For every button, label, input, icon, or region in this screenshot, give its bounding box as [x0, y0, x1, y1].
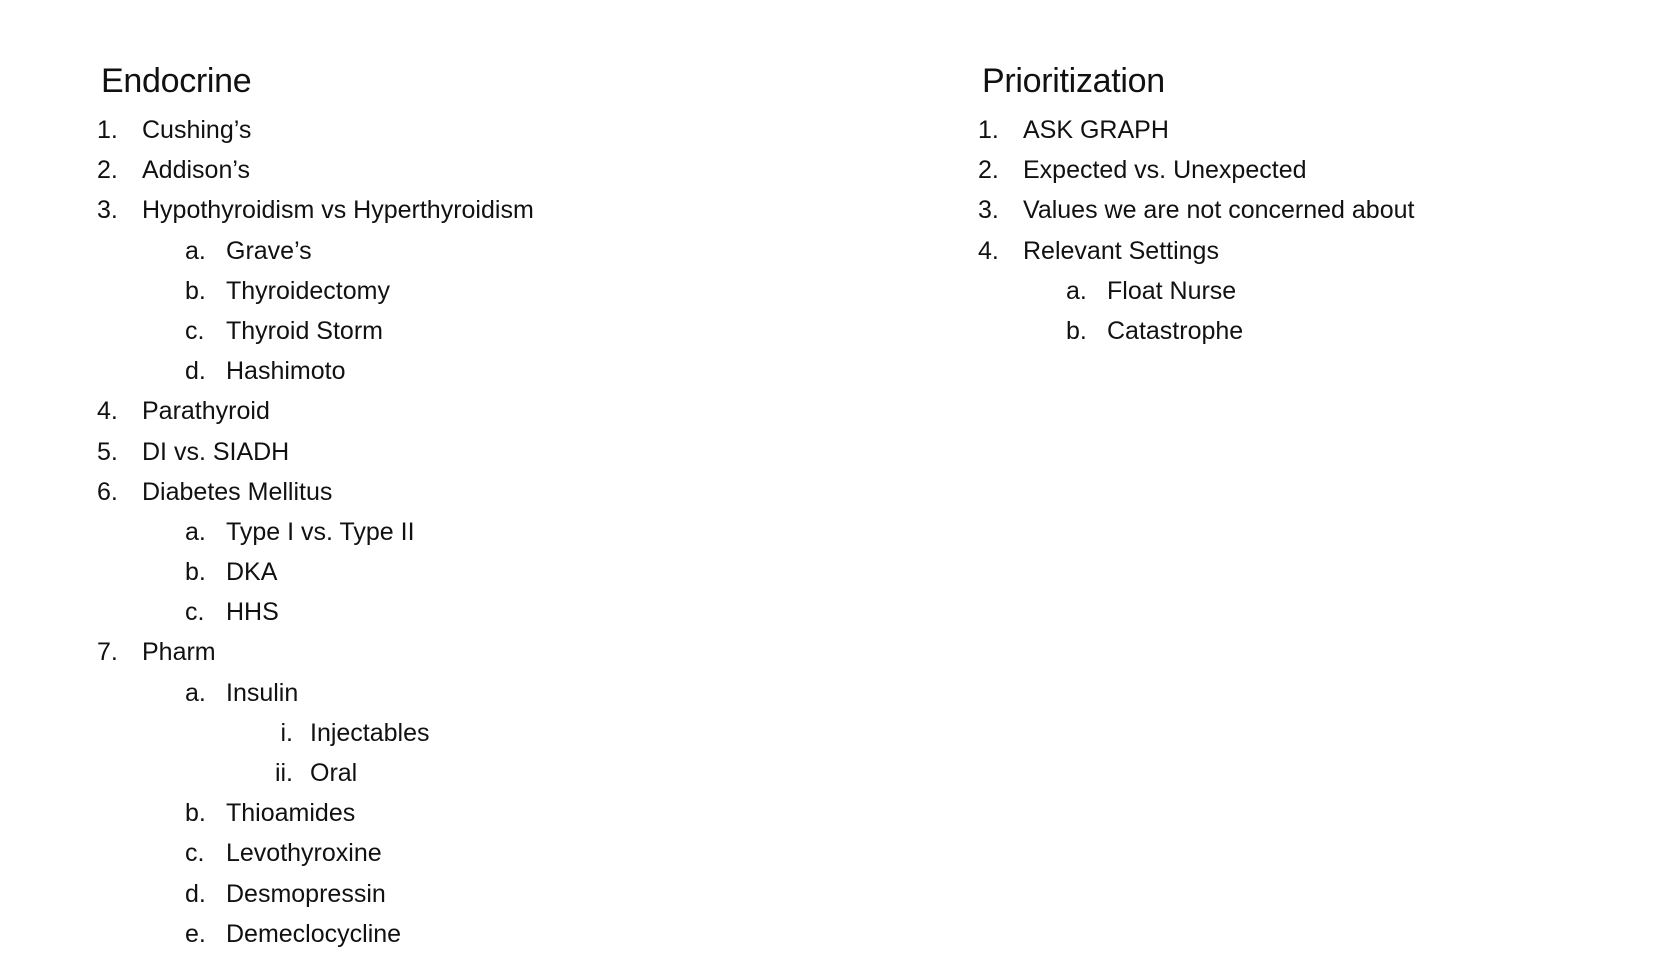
list-item-marker: c. [185, 316, 205, 345]
list-item-text: Cushing’s [142, 116, 252, 144]
list-item [978, 190, 1622, 230]
list-item-text: Hypothyroidism vs Hyperthyroidism [142, 196, 534, 225]
list-item-text: Grave’s [226, 236, 312, 265]
list-item-marker: 2. [97, 156, 118, 185]
list-item [101, 592, 861, 632]
list-item-marker: ii. [274, 759, 293, 787]
list-item-text: Levothyroxine [226, 839, 382, 868]
list-item [982, 271, 1622, 311]
list-item-marker: e. [185, 919, 206, 948]
list-item-text: Hashimoto [226, 357, 346, 386]
list-item-text: Thyroid Storm [226, 316, 383, 345]
list-item-text: DKA [226, 558, 278, 587]
list-item-text: DI vs. SIADH [142, 437, 290, 466]
endocrine-section [97, 58, 861, 954]
list-item [97, 472, 861, 512]
prioritization-section [978, 58, 1622, 351]
list-item-marker: 4. [978, 236, 999, 265]
list-item-text: Desmopressin [226, 879, 386, 908]
list-item [978, 110, 1622, 150]
list-item [97, 632, 861, 672]
list-item-text: ASK GRAPH [1023, 116, 1169, 144]
list-item [101, 713, 861, 753]
list-item-marker: d. [185, 357, 206, 386]
list-item-marker: b. [185, 276, 206, 305]
list-item-marker: 3. [978, 196, 999, 225]
list-item [978, 150, 1622, 190]
list-item-marker: a. [185, 236, 206, 265]
list-item-text: Expected vs. Unexpected [1023, 156, 1307, 185]
list-item [97, 150, 861, 190]
list-item [101, 753, 861, 793]
list-item-marker: 6. [97, 477, 118, 506]
list-item-marker: b. [1066, 316, 1087, 345]
list-item [101, 231, 861, 271]
list-item-marker: i. [280, 718, 293, 747]
list-item-text: Type I vs. Type II [226, 517, 415, 546]
list-item-marker: a. [185, 517, 206, 546]
list-item [101, 833, 861, 873]
list-item-text: Thioamides [226, 799, 356, 828]
list-item-marker: c. [185, 839, 205, 868]
list-item-marker: a. [1066, 276, 1087, 305]
list-item-marker: 1. [978, 116, 999, 144]
list-item [101, 512, 861, 552]
list-item-marker: 1. [97, 116, 118, 144]
list-item-text: Catastrophe [1107, 316, 1244, 345]
list-item [101, 673, 861, 713]
list-item [101, 351, 861, 391]
prioritization-heading: Prioritization [982, 62, 1165, 100]
list-item-marker: c. [185, 598, 205, 627]
list-item [101, 914, 861, 954]
prioritization-list [978, 110, 1622, 351]
list-item-text: Diabetes Mellitus [142, 477, 333, 506]
list-item [97, 432, 861, 472]
list-item-text: Thyroidectomy [226, 276, 390, 305]
list-item-text: Float Nurse [1107, 276, 1237, 305]
list-item-text: Relevant Settings [1023, 236, 1219, 265]
list-item [97, 391, 861, 431]
endocrine-list [97, 110, 861, 954]
list-item-text: Addison’s [142, 156, 250, 185]
list-item-marker: a. [185, 678, 206, 707]
list-item-marker: 3. [97, 196, 118, 225]
list-item [101, 793, 861, 833]
list-item-text: Oral [310, 759, 358, 787]
list-item-text: Demeclocycline [226, 919, 402, 948]
list-item-text: Values we are not concerned about [1023, 196, 1415, 225]
list-item-marker: 4. [97, 397, 118, 426]
list-item [101, 311, 861, 351]
list-item-marker: b. [185, 799, 206, 828]
list-item-marker: 7. [97, 638, 118, 667]
list-item [101, 552, 861, 592]
list-item [101, 271, 861, 311]
list-item-marker: 2. [978, 156, 999, 185]
list-item-text: Pharm [142, 638, 216, 667]
list-item [101, 874, 861, 914]
list-item [97, 190, 861, 230]
list-item-text: Parathyroid [142, 397, 270, 426]
list-item-marker: d. [185, 879, 206, 908]
list-item [978, 231, 1622, 271]
list-item [982, 311, 1622, 351]
list-item-marker: b. [185, 558, 206, 587]
list-item-marker: 5. [97, 437, 118, 466]
endocrine-heading: Endocrine [101, 62, 252, 100]
list-item-text: Insulin [226, 678, 299, 707]
list-item-text: Injectables [310, 718, 430, 747]
list-item-text: HHS [226, 598, 279, 627]
list-item [97, 110, 861, 150]
